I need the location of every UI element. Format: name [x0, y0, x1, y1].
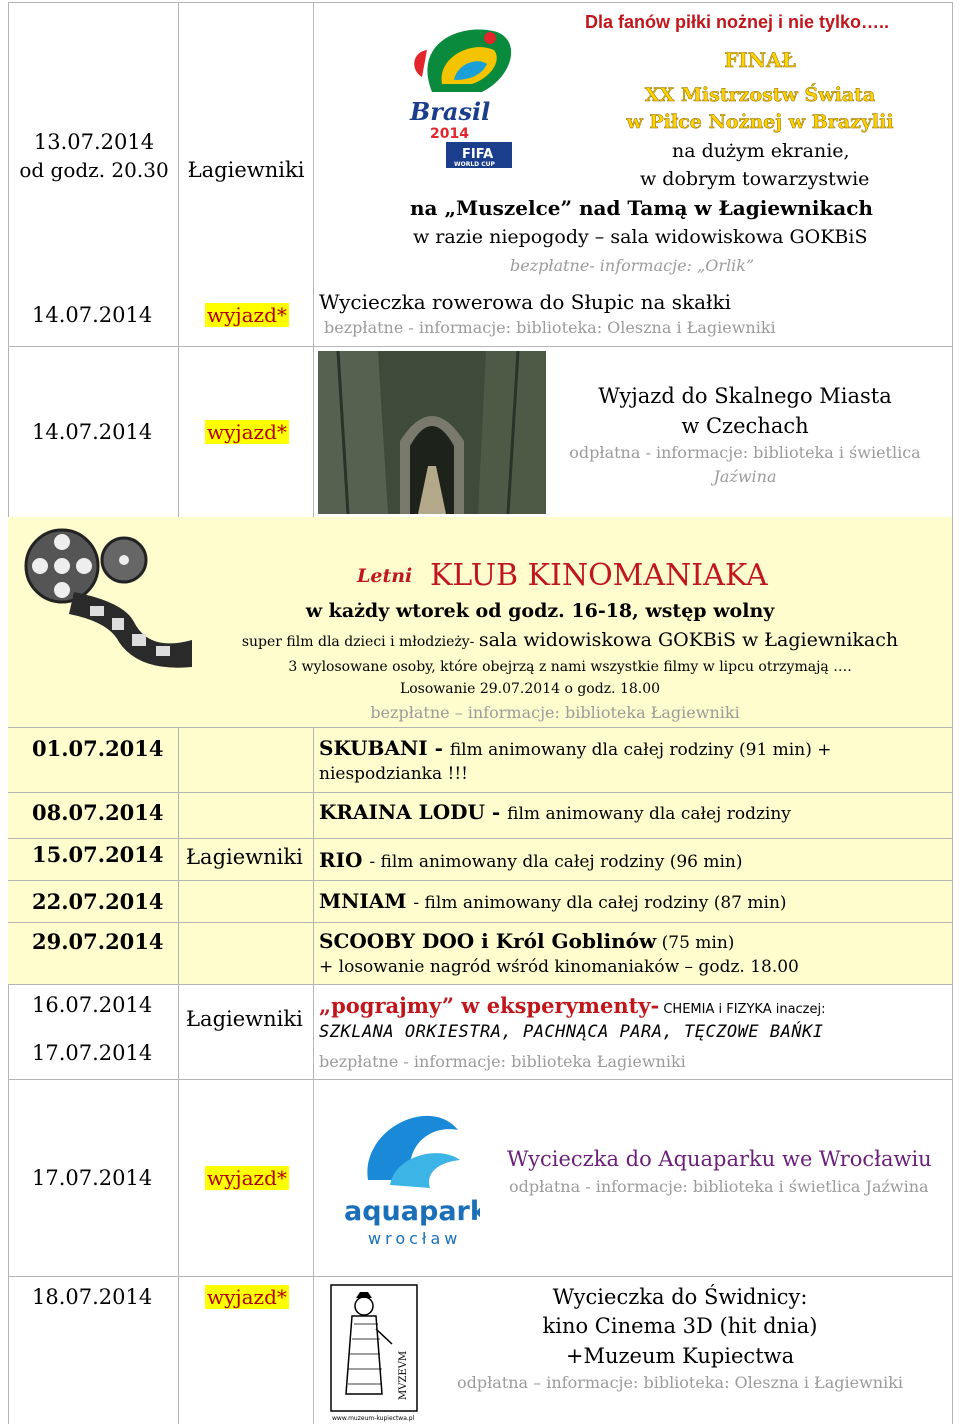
film-desc: film animowany dla całej rodziny [507, 804, 791, 824]
rock-city-date: 14.07.2014 [32, 420, 153, 444]
film-desc: film animowany dla całej rodziny (91 min) + [449, 740, 832, 760]
film-title: KRAINA LODU - [319, 800, 508, 824]
film-title: SKUBANI - [319, 736, 450, 760]
bike-trip-info: bezpłatne - informacje: biblioteka: Oleszna i Łagiewniki [324, 318, 776, 337]
film-date: 15.07.2014 [32, 842, 164, 867]
rain-venue-text: w razie niepogody – sala widowiskowa GOKBiS [413, 226, 868, 248]
swidnica-cinema: kino Cinema 3D (hit dnia) [542, 1314, 818, 1338]
film-title: SCOOBY DOO i Król Goblinów [319, 929, 657, 953]
museum-letters: MVZEVM [398, 1350, 409, 1400]
bike-trip-date: 14.07.2014 [32, 303, 153, 327]
film-title: MNIAM [319, 889, 414, 913]
kino-draw: Losowanie 29.07.2014 o godz. 18.00 [399, 681, 661, 697]
experiments-info: bezpłatne - informacje: biblioteka Łagiewniki [319, 1052, 686, 1071]
rock-city-title: Wyjazd do Skalnego Miasta [598, 384, 892, 408]
film-date: 22.07.2014 [32, 889, 164, 914]
aquapark-city-text: wrocław [368, 1229, 462, 1248]
experiments-sub: CHEMIA i FIZYKA inaczej: [659, 1002, 826, 1017]
film-date: 08.07.2014 [32, 800, 164, 825]
kino-lottery: 3 wylosowane osoby, które obejrzą z nami wszystkie filmy w lipcu otrzymają …. [288, 659, 852, 675]
museum-url: www.muzeum-kupiectwa.pl [332, 1415, 415, 1422]
rock-gate-photo [318, 351, 546, 514]
event-date: 13.07.2014 [33, 130, 155, 154]
rock-city-info-2: Jaźwina [713, 467, 777, 486]
logo-fifa-text: FIFA [462, 147, 494, 162]
world-cup-logo [402, 22, 524, 170]
aquapark-logo-text: aquapark [344, 1196, 480, 1227]
film-desc-2: niespodzianka !!! [319, 764, 468, 784]
world-cup-subtitle: w Piłce Nożnej w Brazylii [626, 111, 894, 133]
experiments-date-2: 17.07.2014 [32, 1041, 153, 1065]
swidnica-badge: wyjazd* [207, 1285, 287, 1309]
swidnica-info: odpłatna – informacje: biblioteka: Oleszna i Łagiewniki [456, 1373, 904, 1392]
swidnica-title: Wycieczka do Świdnicy: [552, 1285, 808, 1309]
film-reel-icon [14, 522, 196, 672]
film-desc: - film animowany dla całej rodziny (96 min) [369, 852, 743, 872]
film-desc: - film animowany dla całej rodziny (87 min) [413, 893, 787, 913]
rock-city-info: odpłatna - informacje: biblioteka i świetlica [569, 443, 921, 462]
film-date: 01.07.2014 [32, 736, 164, 761]
swidnica-date: 18.07.2014 [32, 1285, 153, 1309]
logo-year-text: 2014 [430, 126, 469, 142]
world-cup-title: XX Mistrzostw Świata [644, 84, 876, 106]
aquapark-logo [340, 1100, 480, 1252]
kino-club-title: KLUB KINOMANIAKA [430, 558, 768, 593]
kino-info: bezpłatne – informacje: biblioteka Łagiewniki [370, 703, 740, 722]
bike-trip-title: Wycieczka rowerowa do Słupic na skałki [319, 290, 732, 314]
film-desc-2: + losowanie nagród wśród kinomaniaków – godz. 18.00 [319, 957, 799, 977]
venue-text: na „Muszelce” nad Tamą w Łagiewnikach [410, 196, 873, 220]
orlik-info: bezpłatne- informacje: „Orlik” [510, 256, 755, 275]
experiments-subtitle: SZKLANA ORKIESTRA, PACHNĄCA PARA, TĘCZOWE BAŃKI [319, 1022, 824, 1042]
company-text: w dobrym towarzystwie [640, 168, 870, 190]
aquapark-title: Wycieczka do Aquaparku we Wrocławiu [507, 1147, 932, 1171]
kino-letni: Letni [357, 565, 413, 587]
experiments-title: „pograjmy” w eksperymenty- [319, 993, 660, 1018]
swidnica-museum: +Muzeum Kupiectwa [565, 1344, 795, 1368]
rock-city-subtitle: w Czechach [681, 414, 809, 438]
fans-note: Dla fanów piłki nożnej i nie tylko….. [585, 12, 890, 32]
event-time: od godz. 20.30 [19, 158, 169, 182]
event-place: Łagiewniki [187, 158, 305, 182]
bike-trip-badge: wyjazd* [207, 303, 287, 327]
aquapark-date: 17.07.2014 [32, 1166, 153, 1190]
museum-engraving [330, 1284, 418, 1422]
experiments-date-1: 16.07.2014 [32, 993, 153, 1017]
film-desc: (75 min) [656, 933, 735, 953]
kino-schedule: w każdy wtorek od godz. 16-18, wstęp wolny [305, 600, 775, 622]
big-screen-text: na dużym ekranie, [672, 140, 850, 162]
kino-desc-small: super film dla dzieci i młodzieży- [241, 634, 479, 650]
final-label: FINAŁ [724, 48, 796, 72]
film-title: RIO [319, 848, 370, 872]
logo-wc-text: WORLD CUP [454, 161, 495, 168]
aquapark-badge: wyjazd* [207, 1166, 287, 1190]
kino-desc-venue: sala widowiskowa GOKBiS w Łagiewnikach [478, 629, 899, 651]
films-place: Łagiewniki [186, 845, 303, 869]
aquapark-info: odpłatna - informacje: biblioteka i świetlica Jaźwina [509, 1177, 929, 1196]
experiments-place: Łagiewniki [186, 1007, 303, 1031]
logo-brasil-text: Brasil [410, 97, 491, 126]
rock-city-badge: wyjazd* [207, 420, 287, 444]
film-date: 29.07.2014 [32, 929, 164, 954]
